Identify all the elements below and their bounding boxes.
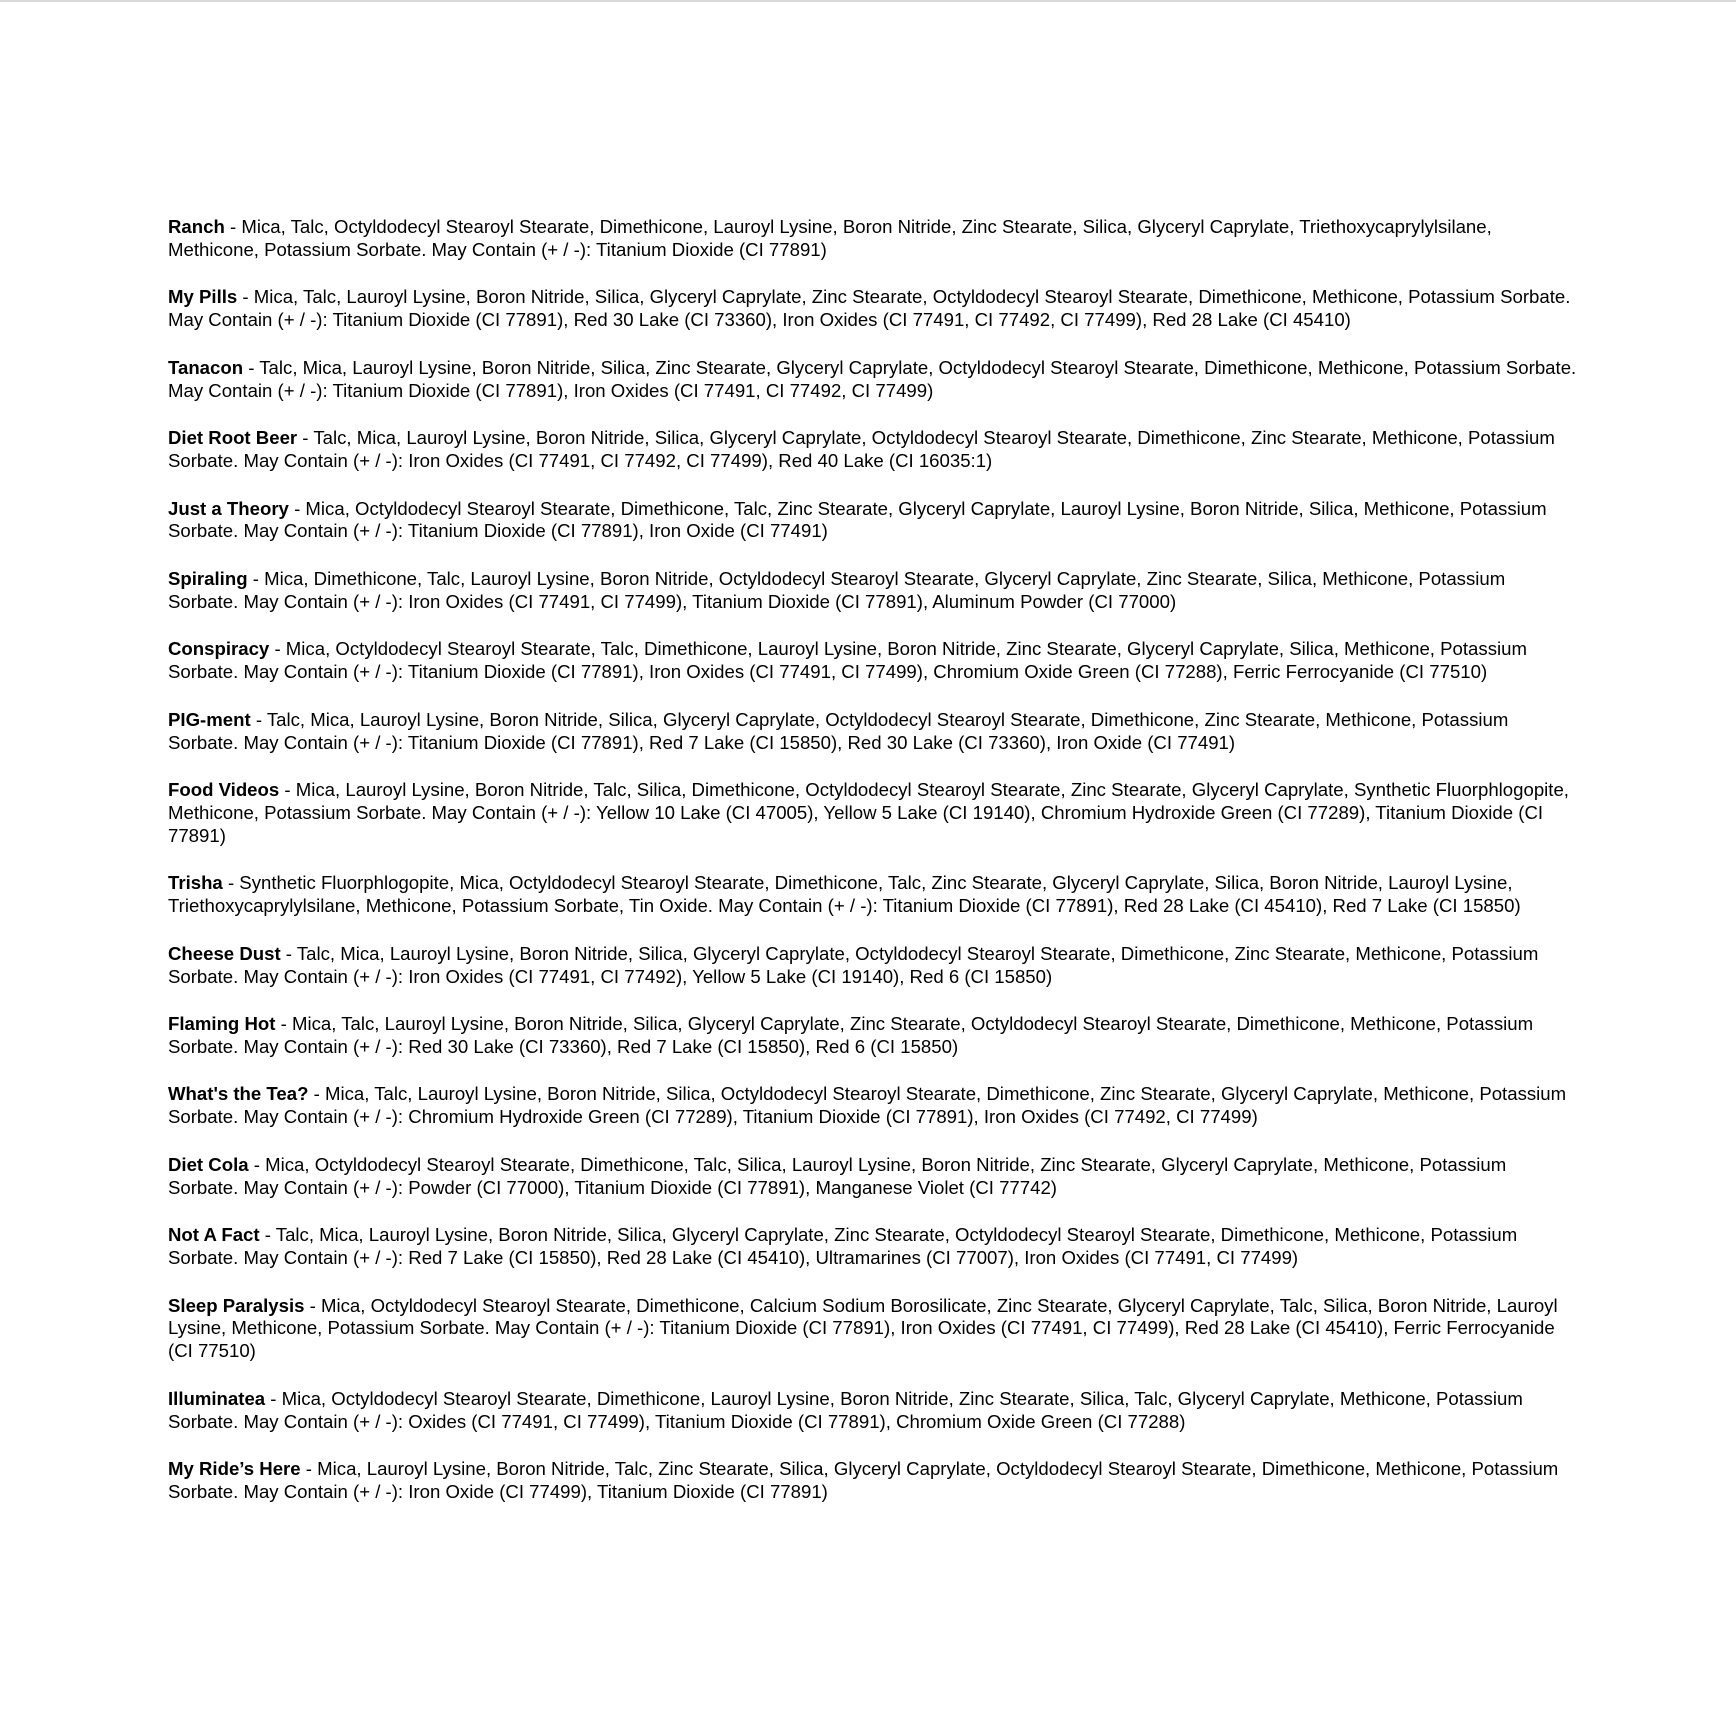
- shade-name: Trisha: [168, 872, 223, 894]
- ingredient-text: - Mica, Lauroyl Lysine, Boron Nitride, Talc, Silica, Dimethicone, Octyldodecyl Stearoyl Stearate, Zinc Stearate, Glyceryl Caprylate, Synthetic Fluorphlogopite, Methicone, Potassium Sorbate. May Contain (+ / -): Yellow 10 Lake (CI 47005), Yellow 5 Lake (CI 19140), Chromium Hydroxide Green (CI 77289), Titanium Dioxide (CI 77891): [168, 779, 1569, 846]
- shade-name: My Ride’s Here: [168, 1458, 301, 1480]
- ingredient-text: - Mica, Lauroyl Lysine, Boron Nitride, Talc, Zinc Stearate, Silica, Glyceryl Caprylate, Octyldodecyl Stearoyl Stearate, Dimethicone, Methicone, Potassium Sorbate. May Contain (+ / -): Iron Oxide (CI 77499), Titanium Dioxide (CI 77891): [168, 1458, 1559, 1503]
- ingredient-text: - Mica, Talc, Lauroyl Lysine, Boron Nitride, Silica, Octyldodecyl Stearoyl Stearate, Dimethicone, Zinc Stearate, Glyceryl Caprylate, Methicone, Potassium Sorbate. May Contain (+ / -): Chromium Hydroxide Green (CI 77289), Titanium Dioxide (CI 77891), Iron Oxides (CI 77492, CI 77499): [168, 1083, 1567, 1128]
- ingredient-text: - Mica, Octyldodecyl Stearoyl Stearate, Dimethicone, Calcium Sodium Borosilicate, Zinc Stearate, Glyceryl Caprylate, Talc, Silica, Boron Nitride, Lauroyl Lysine, Methicone, Potassium Sorbate. May Contain (+ / -): Titanium Dioxide (CI 77891), Iron Oxides (CI 77491, CI 77499), Red 28 Lake (CI 45410), Ferric Ferrocyanide (CI 77510): [168, 1294, 1558, 1362]
- shade-name: Cheese Dust: [168, 942, 281, 964]
- ingredient-text: - Talc, Mica, Lauroyl Lysine, Boron Nitride, Silica, Zinc Stearate, Glyceryl Caprylate, Octyldodecyl Stearoyl Stearate, Dimethicone, Methicone, Potassium Sorbate. May Contain (+ / -): Titanium Dioxide (CI 77891), Iron Oxides (CI 77491, CI 77492, CI 77499): [168, 356, 1577, 401]
- ingredient-entry-diet-root-beer: [168, 427, 1580, 473]
- ingredient-text: - Talc, Mica, Lauroyl Lysine, Boron Nitride, Silica, Glyceryl Caprylate, Octyldodecyl Stearoyl Stearate, Dimethicone, Zinc Stearate, Methicone, Potassium Sorbate. May Contain (+ / -): Titanium Dioxide (CI 77891), Red 7 Lake (CI 15850), Red 30 Lake (CI 73360), Iron Oxide (CI 77491): [168, 708, 1509, 753]
- ingredient-entry-just-a-theory: [168, 498, 1580, 544]
- ingredient-text: - Mica, Talc, Octyldodecyl Stearoyl Stearate, Dimethicone, Lauroyl Lysine, Boron Nitride, Zinc Stearate, Silica, Glyceryl Caprylate, Triethoxycaprylylsilane, Methicone, Potassium Sorbate. May Contain (+ / -): Titanium Dioxide (CI 77891): [168, 216, 1492, 260]
- ingredient-entry-flaming-hot: [168, 1013, 1580, 1059]
- ingredient-entry-tanacon: [168, 357, 1580, 403]
- ingredient-entry-whats-the-tea: [168, 1083, 1580, 1129]
- shade-name: Diet Cola: [168, 1153, 249, 1175]
- ingredient-text: - Talc, Mica, Lauroyl Lysine, Boron Nitride, Silica, Glyceryl Caprylate, Zinc Stearate, Octyldodecyl Stearoyl Stearate, Dimethicone, Methicone, Potassium Sorbate. May Contain (+ / -): Red 7 Lake (CI 15850), Red 28 Lake (CI 45410), Ultramarines (CI 77007), Iron Oxides (CI 77491, CI 77499): [168, 1224, 1518, 1269]
- ingredient-text: - Talc, Mica, Lauroyl Lysine, Boron Nitride, Silica, Glyceryl Caprylate, Octyldodecyl Stearoyl Stearate, Dimethicone, Zinc Stearate, Methicone, Potassium Sorbate. May Contain (+ / -): Iron Oxides (CI 77491, CI 77492), Yellow 5 Lake (CI 19140), Red 6 (CI 15850): [168, 942, 1539, 987]
- shade-name: Diet Root Beer: [168, 427, 298, 449]
- shade-name: Food Videos: [168, 779, 280, 801]
- ingredient-text: - Synthetic Fluorphlogopite, Mica, Octyldodecyl Stearoyl Stearate, Dimethicone, Talc, Zinc Stearate, Glyceryl Caprylate, Silica, Boron Nitride, Lauroyl Lysine, Triethoxycaprylylsilane, Methicone, Potassium Sorbate, Tin Oxide. May Contain (+ / -): Titanium Dioxide (CI 77891), Red 28 Lake (CI 45410), Red 7 Lake (CI 15850): [168, 872, 1521, 917]
- shade-name: Spiraling: [168, 567, 248, 589]
- shade-name: Sleep Paralysis: [168, 1294, 305, 1316]
- ingredient-entry-spiraling: [168, 568, 1580, 614]
- ingredient-entry-conspiracy: [168, 638, 1580, 684]
- ingredient-text: - Mica, Octyldodecyl Stearoyl Stearate, Dimethicone, Lauroyl Lysine, Boron Nitride, Zinc Stearate, Silica, Talc, Glyceryl Caprylate, Methicone, Potassium Sorbate. May Contain (+ / -): Oxides (CI 77491, CI 77499), Titanium Dioxide (CI 77891), Chromium Oxide Green (CI 77288): [168, 1387, 1523, 1432]
- ingredient-text: - Mica, Octyldodecyl Stearoyl Stearate, Dimethicone, Talc, Zinc Stearate, Glyceryl Caprylate, Lauroyl Lysine, Boron Nitride, Silica, Methicone, Potassium Sorbate. May Contain (+ / -): Titanium Dioxide (CI 77891), Iron Oxide (CI 77491): [168, 497, 1547, 542]
- shade-name: Not A Fact: [168, 1224, 260, 1246]
- ingredient-text: - Mica, Dimethicone, Talc, Lauroyl Lysine, Boron Nitride, Octyldodecyl Stearoyl Stearate, Glyceryl Caprylate, Zinc Stearate, Silica, Methicone, Potassium Sorbate. May Contain (+ / -): Iron Oxides (CI 77491, CI 77499), Titanium Dioxide (CI 77891), Aluminum Powder (CI 77000): [168, 567, 1506, 612]
- shade-name: PIG-ment: [168, 708, 251, 730]
- shade-name: Flaming Hot: [168, 1013, 276, 1035]
- shade-name: What's the Tea?: [168, 1083, 309, 1105]
- shade-name: Conspiracy: [168, 638, 270, 660]
- ingredient-entry-my-rides-here: [168, 1458, 1580, 1504]
- shade-name: Just a Theory: [168, 497, 289, 519]
- ingredient-text: - Talc, Mica, Lauroyl Lysine, Boron Nitride, Silica, Glyceryl Caprylate, Octyldodecyl Stearoyl Stearate, Dimethicone, Zinc Stearate, Methicone, Potassium Sorbate. May Contain (+ / -): Iron Oxides (CI 77491, CI 77492, CI 77499), Red 40 Lake (CI 16035:1): [168, 427, 1555, 471]
- ingredient-entry-not-a-fact: [168, 1224, 1580, 1270]
- ingredient-entry-my-pills: [168, 286, 1580, 332]
- ingredient-entry-ranch: [168, 216, 1580, 262]
- ingredient-list: [168, 216, 1580, 1529]
- ingredient-text: - Mica, Octyldodecyl Stearoyl Stearate, Talc, Dimethicone, Lauroyl Lysine, Boron Nitride, Zinc Stearate, Glyceryl Caprylate, Silica, Methicone, Potassium Sorbate. May Contain (+ / -): Titanium Dioxide (CI 77891), Iron Oxides (CI 77491, CI 77499), Chromium Oxide Green (CI 77288), Ferric Ferrocyanide (CI 77510): [168, 638, 1527, 683]
- ingredient-entry-illuminatea: [168, 1388, 1580, 1434]
- ingredient-text: - Mica, Talc, Lauroyl Lysine, Boron Nitride, Silica, Glyceryl Caprylate, Zinc Stearate, Octyldodecyl Stearoyl Stearate, Dimethicone, Methicone, Potassium Sorbate. May Contain (+ / -): Titanium Dioxide (CI 77891), Red 30 Lake (CI 73360), Iron Oxides (CI 77491, CI 77492, CI 77499), Red 28 Lake (CI 45410): [168, 286, 1571, 331]
- shade-name: Tanacon: [168, 356, 244, 378]
- ingredient-text: - Mica, Octyldodecyl Stearoyl Stearate, Dimethicone, Talc, Silica, Lauroyl Lysine, Boron Nitride, Zinc Stearate, Glyceryl Caprylate, Methicone, Potassium Sorbate. May Contain (+ / -): Powder (CI 77000), Titanium Dioxide (CI 77891), Manganese Violet (CI 77742): [168, 1153, 1507, 1198]
- top-rule: [0, 0, 1736, 2]
- ingredient-entry-food-videos: [168, 779, 1580, 847]
- shade-name: My Pills: [168, 286, 238, 308]
- ingredient-entry-cheese-dust: [168, 943, 1580, 989]
- ingredient-entry-trisha: [168, 872, 1580, 918]
- shade-name: Illuminatea: [168, 1387, 266, 1409]
- ingredient-entry-diet-cola: [168, 1154, 1580, 1200]
- shade-name: Ranch: [168, 216, 225, 237]
- ingredient-entry-pig-ment: [168, 709, 1580, 755]
- ingredient-text: - Mica, Talc, Lauroyl Lysine, Boron Nitride, Silica, Glyceryl Caprylate, Zinc Stearate, Octyldodecyl Stearoyl Stearate, Dimethicone, Methicone, Potassium Sorbate. May Contain (+ / -): Red 30 Lake (CI 73360), Red 7 Lake (CI 15850), Red 6 (CI 15850): [168, 1013, 1534, 1057]
- ingredient-entry-sleep-paralysis: [168, 1295, 1580, 1363]
